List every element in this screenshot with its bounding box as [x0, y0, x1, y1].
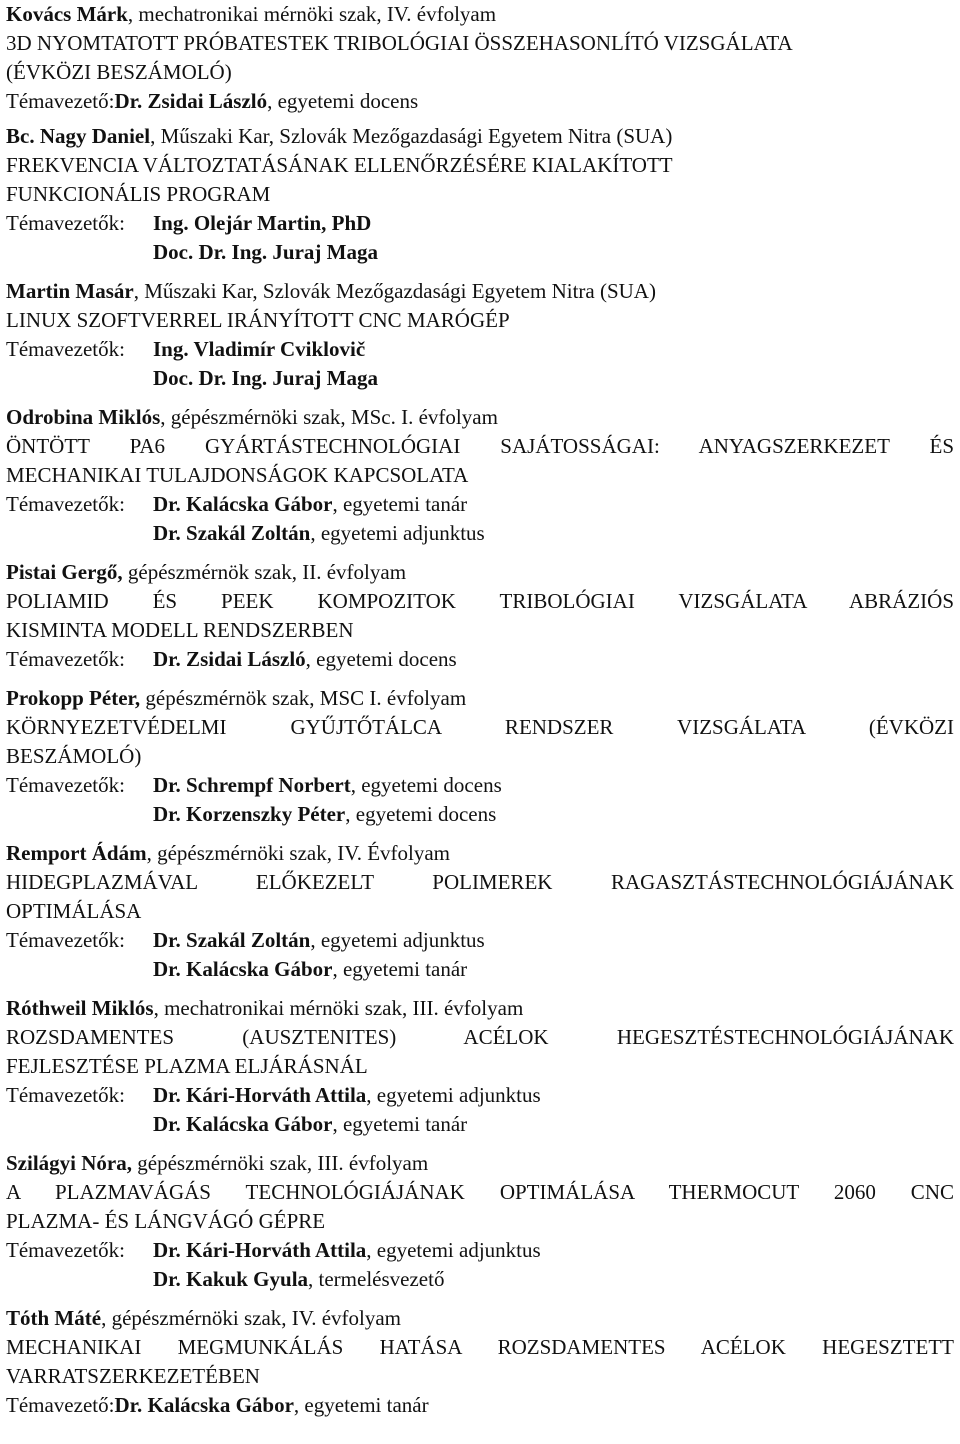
student-info: gépészmérnök szak, MSC I. évfolyam [140, 686, 467, 710]
student-name: Tóth Máté [6, 1306, 102, 1330]
supervisor-label: Témavezetők: [6, 492, 125, 516]
student-info: gépészmérnök szak, II. évfolyam [122, 560, 407, 584]
supervisor-row [6, 238, 954, 267]
thesis-title-line: OPTIMÁLÁSA [6, 899, 142, 923]
supervisor-label: Témavezetők: [6, 928, 125, 952]
supervisor-name: Dr. Kalácska Gábor [153, 957, 333, 981]
student-name: Bc. Nagy Daniel [6, 124, 151, 148]
supervisor-label: Témavezetők: [6, 1083, 125, 1107]
thesis-entry [6, 558, 954, 674]
supervisor-name: Doc. Dr. Ing. Juraj Maga [153, 366, 378, 390]
supervisor-row [6, 209, 954, 238]
student-name: Remport Ádám [6, 841, 147, 865]
supervisor-row [6, 364, 954, 393]
student-info: , mechatronikai mérnöki szak, IV. évfolyam [127, 2, 497, 26]
supervisor-label: Témavezetők: [6, 337, 125, 361]
student-info: , mechatronikai mérnöki szak, III. évfolyam [153, 996, 524, 1020]
thesis-title-line: ROZSDAMENTES (AUSZTENITES) ACÉLOK HEGESZTÉSTECHNOLÓGIÁJÁNAK [6, 1025, 954, 1049]
supervisor-label: Témavezető: [6, 89, 115, 113]
thesis-title-line: BESZÁMOLÓ) [6, 744, 142, 768]
thesis-title-line: FREKVENCIA VÁLTOZTATÁSÁNAK ELLENŐRZÉSÉRE KIALAKÍTOTT [6, 153, 673, 177]
student-info: , gépészmérnöki szak, MSc. I. évfolyam [160, 405, 498, 429]
supervisor-role: , egyetemi tanár [332, 492, 468, 516]
thesis-title-line: VARRATSZERKEZETÉBEN [6, 1364, 260, 1388]
supervisor-name: Dr. Schrempf Norbert [153, 773, 351, 797]
supervisor-row [6, 800, 954, 829]
thesis-title-line: MECHANIKAI MEGMUNKÁLÁS HATÁSA ROZSDAMENTES ACÉLOK HEGESZTETT [6, 1335, 954, 1359]
student-info: , gépészmérnöki szak, IV. évfolyam [101, 1306, 402, 1330]
supervisor-role: , egyetemi tanár [293, 1393, 429, 1417]
student-info: , gépészmérnöki szak, IV. Évfolyam [146, 841, 451, 865]
supervisor-role: , egyetemi adjunktus [310, 521, 485, 545]
supervisor-name: Dr. Kalácska Gábor [153, 492, 333, 516]
supervisor-row [6, 1265, 954, 1294]
supervisor-row [6, 87, 954, 116]
student-line [6, 122, 954, 151]
supervisor-name: Dr. Szakál Zoltán [153, 521, 311, 545]
supervisor-role: , egyetemi docens [267, 89, 419, 113]
supervisor-role: , egyetemi adjunktus [366, 1083, 541, 1107]
supervisor-row [6, 955, 954, 984]
thesis-entry [6, 1304, 954, 1420]
student-line [6, 277, 954, 306]
supervisor-name: Dr. Kalácska Gábor [153, 1112, 333, 1136]
student-name: Martin Masár [6, 279, 134, 303]
supervisor-role: , egyetemi adjunktus [366, 1238, 541, 1262]
thesis-entry [6, 277, 954, 393]
supervisor-role: , egyetemi docens [350, 773, 502, 797]
supervisor-row [6, 1110, 954, 1139]
supervisor-role: , egyetemi docens [305, 647, 457, 671]
supervisor-role: , egyetemi tanár [332, 1112, 468, 1136]
thesis-entry [6, 839, 954, 984]
supervisor-name: Dr. Kakuk Gyula [153, 1267, 309, 1291]
student-line [6, 994, 954, 1023]
supervisor-row [6, 490, 954, 519]
thesis-title-line: POLIAMID ÉS PEEK KOMPOZITOK TRIBOLÓGIAI VIZSGÁLATA ABRÁZIÓS [6, 589, 954, 613]
thesis-entry [6, 403, 954, 548]
student-name: Pistai Gergő, [6, 560, 123, 584]
thesis-entry [6, 994, 954, 1139]
supervisor-label: Témavezetők: [6, 1238, 125, 1262]
thesis-title-line: KISMINTA MODELL RENDSZERBEN [6, 618, 354, 642]
student-line [6, 0, 954, 29]
thesis-entry [6, 122, 954, 267]
supervisor-label: Témavezetők: [6, 773, 125, 797]
supervisor-name: Dr. Kalácska Gábor [114, 1393, 294, 1417]
supervisor-row [6, 1081, 954, 1110]
supervisor-role: , egyetemi adjunktus [310, 928, 485, 952]
student-info: gépészmérnöki szak, III. évfolyam [132, 1151, 429, 1175]
student-name: Prokopp Péter, [6, 686, 141, 710]
supervisor-row [6, 519, 954, 548]
thesis-title-line: KÖRNYEZETVÉDELMI GYŰJTŐTÁLCA RENDSZER VIZSGÁLATA (ÉVKÖZI [6, 715, 954, 739]
thesis-entry [6, 1149, 954, 1294]
supervisor-row [6, 645, 954, 674]
supervisor-label: Témavezetők: [6, 647, 125, 671]
student-line [6, 1149, 954, 1178]
thesis-entry [6, 684, 954, 829]
thesis-entry [6, 0, 954, 116]
thesis-title-line: LINUX SZOFTVERREL IRÁNYÍTOTT CNC MARÓGÉP [6, 308, 510, 332]
thesis-title-line: 3D NYOMTATOTT PRÓBATESTEK TRIBOLÓGIAI ÖSSZEHASONLÍTÓ VIZSGÁLATA [6, 31, 793, 55]
thesis-title-line: ÖNTÖTT PA6 GYÁRTÁSTECHNOLÓGIAI SAJÁTOSSÁGAI: ANYAGSZERKEZET ÉS [6, 434, 954, 458]
supervisor-role: , termelésvezető [308, 1267, 445, 1291]
supervisor-row [6, 926, 954, 955]
supervisor-name: Dr. Zsidai László [114, 89, 268, 113]
supervisor-row [6, 1236, 954, 1265]
student-line [6, 558, 954, 587]
thesis-title-line: (ÉVKÖZI BESZÁMOLÓ) [6, 60, 232, 84]
supervisor-name: Dr. Szakál Zoltán [153, 928, 311, 952]
thesis-title-line: FUNKCIONÁLIS PROGRAM [6, 182, 271, 206]
thesis-title-line: PLAZMA- ÉS LÁNGVÁGÓ GÉPRE [6, 1209, 326, 1233]
supervisor-name: Dr. Kári-Horváth Attila [153, 1238, 367, 1262]
student-name: Szilágyi Nóra, [6, 1151, 132, 1175]
supervisor-name: Doc. Dr. Ing. Juraj Maga [153, 240, 378, 264]
student-name: Odrobina Miklós [6, 405, 161, 429]
supervisor-role: , egyetemi docens [345, 802, 497, 826]
student-info: , Műszaki Kar, Szlovák Mezőgazdasági Egyetem Nitra (SUA) [150, 124, 673, 148]
thesis-title-line: FEJLESZTÉSE PLAZMA ELJÁRÁSNÁL [6, 1054, 368, 1078]
supervisor-name: Dr. Korzenszky Péter [153, 802, 346, 826]
supervisor-role: , egyetemi tanár [332, 957, 468, 981]
supervisor-name: Dr. Zsidai László [153, 647, 306, 671]
student-line [6, 839, 954, 868]
supervisor-name: Ing. Olejár Martin, PhD [153, 211, 372, 235]
supervisor-row [6, 771, 954, 800]
student-line [6, 684, 954, 713]
thesis-title-line: A PLAZMAVÁGÁS TECHNOLÓGIÁJÁNAK OPTIMÁLÁSA THERMOCUT 2060 CNC [6, 1180, 954, 1204]
student-name: Kovács Márk [6, 2, 128, 26]
supervisor-name: Ing. Vladimír Cviklovič [153, 337, 366, 361]
student-line [6, 403, 954, 432]
thesis-title-line: MECHANIKAI TULAJDONSÁGOK KAPCSOLATA [6, 463, 469, 487]
student-info: , Műszaki Kar, Szlovák Mezőgazdasági Egyetem Nitra (SUA) [133, 279, 656, 303]
supervisor-row [6, 335, 954, 364]
supervisor-name: Dr. Kári-Horváth Attila [153, 1083, 367, 1107]
supervisor-label: Témavezetők: [6, 211, 125, 235]
student-line [6, 1304, 954, 1333]
supervisor-label: Témavezető: [6, 1393, 115, 1417]
thesis-title-line: HIDEGPLAZMÁVAL ELŐKEZELT POLIMEREK RAGASZTÁSTECHNOLÓGIÁJÁNAK [6, 870, 954, 894]
student-name: Róthweil Miklós [6, 996, 154, 1020]
supervisor-row [6, 1391, 954, 1420]
